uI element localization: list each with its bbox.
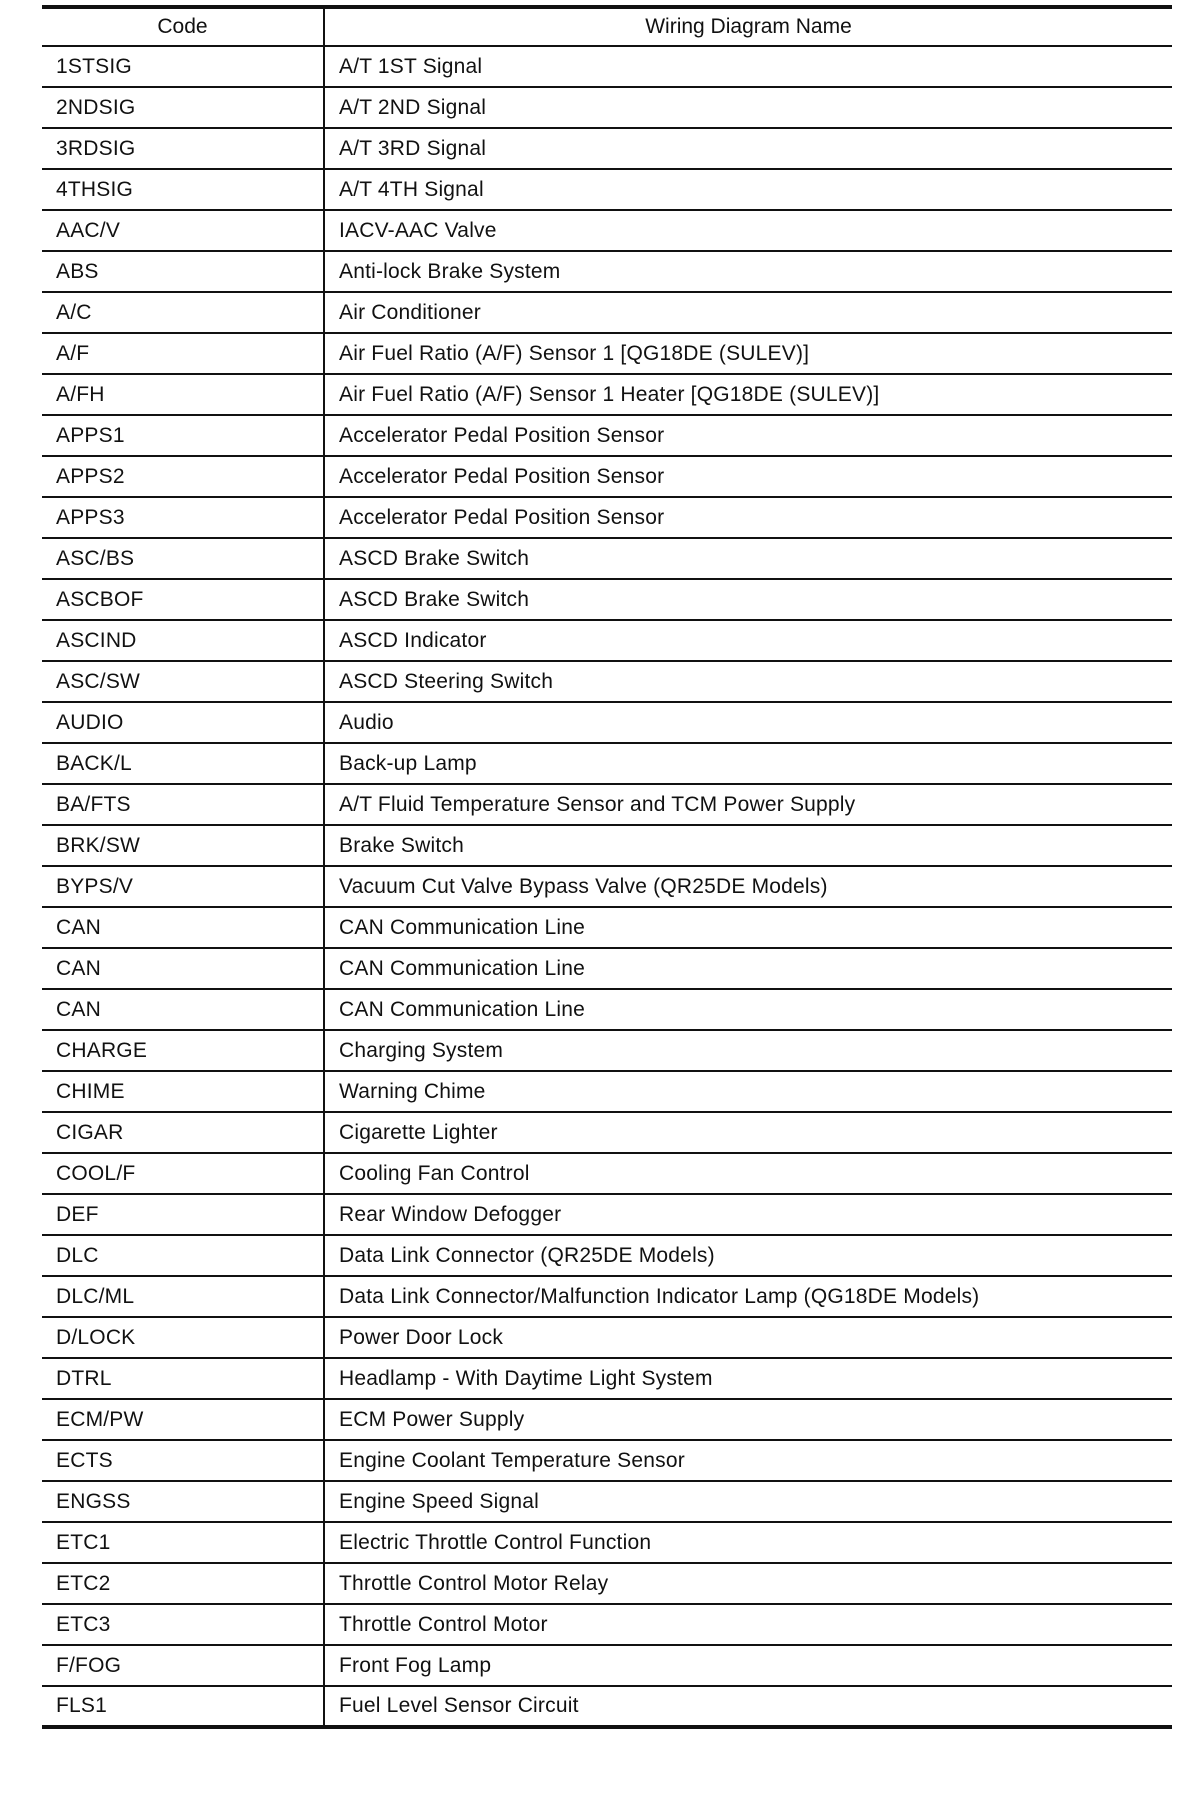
table-row xyxy=(42,456,1172,497)
code-cell: ABS xyxy=(42,251,324,292)
wiring-diagram-name-cell: Data Link Connector (QR25DE Models) xyxy=(339,1243,715,1267)
table-row xyxy=(42,948,1172,989)
table-row xyxy=(42,1563,1172,1604)
wiring-diagram-name-cell: Air Fuel Ratio (A/F) Sensor 1 [QG18DE (SULEV)] xyxy=(339,341,810,365)
wiring-diagram-name-cell: Data Link Connector/Malfunction Indicator Lamp (QG18DE Models) xyxy=(339,1284,980,1308)
wiring-diagram-name-cell: CAN Communication Line xyxy=(339,997,586,1021)
table-row xyxy=(42,1481,1172,1522)
code-cell: COOL/F xyxy=(42,1153,324,1194)
table-row xyxy=(42,907,1172,948)
wiring-diagram-name-cell: Vacuum Cut Valve Bypass Valve (QR25DE Models) xyxy=(339,874,828,898)
table-row xyxy=(42,1153,1172,1194)
code-cell: A/C xyxy=(42,292,324,333)
code-cell: 3RDSIG xyxy=(42,128,324,169)
table-row xyxy=(42,1522,1172,1563)
code-cell: ASC/SW xyxy=(42,661,324,702)
code-cell: ENGSS xyxy=(42,1481,324,1522)
wiring-diagram-name-cell: Fuel Level Sensor Circuit xyxy=(339,1694,579,1717)
code-cell: BYPS/V xyxy=(42,866,324,907)
wiring-diagram-name-cell: Throttle Control Motor Relay xyxy=(339,1571,609,1595)
wiring-diagram-name-cell: Cooling Fan Control xyxy=(339,1161,530,1185)
wiring-diagram-name-cell: ECM Power Supply xyxy=(339,1407,525,1431)
code-cell: 2NDSIG xyxy=(42,87,324,128)
table-row xyxy=(42,333,1172,374)
wiring-diagram-name-cell: A/T 3RD Signal xyxy=(339,136,487,160)
wiring-diagram-name-cell: Air Conditioner xyxy=(339,300,481,324)
code-cell: ASCIND xyxy=(42,620,324,661)
table-row xyxy=(42,1030,1172,1071)
wiring-diagram-name-cell: Engine Coolant Temperature Sensor xyxy=(339,1448,685,1472)
table-row xyxy=(42,1276,1172,1317)
wiring-diagram-name-cell: CAN Communication Line xyxy=(339,956,586,980)
wiring-diagram-name-cell: Cigarette Lighter xyxy=(339,1120,498,1144)
table-row xyxy=(42,1399,1172,1440)
code-cell: ETC3 xyxy=(42,1604,324,1645)
code-cell: 1STSIG xyxy=(42,46,324,87)
table-row xyxy=(42,1440,1172,1481)
wiring-diagram-name-cell: Accelerator Pedal Position Sensor xyxy=(339,464,665,488)
code-cell: ECTS xyxy=(42,1440,324,1481)
table-row xyxy=(42,497,1172,538)
table-row xyxy=(42,702,1172,743)
table-row xyxy=(42,46,1172,87)
table-row xyxy=(42,1071,1172,1112)
code-column-header: Code xyxy=(42,7,324,46)
code-cell: AAC/V xyxy=(42,210,324,251)
code-cell: ETC2 xyxy=(42,1563,324,1604)
wiring-diagram-name-cell: Engine Speed Signal xyxy=(339,1489,539,1513)
code-cell: AUDIO xyxy=(42,702,324,743)
table-row xyxy=(42,87,1172,128)
wiring-diagram-name-cell: Warning Chime xyxy=(339,1079,486,1103)
code-cell: APPS3 xyxy=(42,497,324,538)
header-row xyxy=(42,7,1172,46)
code-cell: DEF xyxy=(42,1194,324,1235)
table-row xyxy=(42,1235,1172,1276)
code-cell: DLC xyxy=(42,1235,324,1276)
table-row xyxy=(42,210,1172,251)
table-row xyxy=(42,1604,1172,1645)
code-cell: A/FH xyxy=(42,374,324,415)
wiring-diagram-name-cell: Accelerator Pedal Position Sensor xyxy=(339,505,665,529)
wiring-diagram-name-cell: Charging System xyxy=(339,1038,504,1062)
table-row xyxy=(42,1645,1172,1686)
wiring-diagram-name-cell: ASCD Brake Switch xyxy=(339,587,530,611)
code-cell: F/FOG xyxy=(42,1645,324,1686)
wiring-diagram-name-cell: A/T 1ST Signal xyxy=(339,54,483,78)
table-row xyxy=(42,1358,1172,1399)
document-page xyxy=(42,5,1172,1729)
code-cell: BACK/L xyxy=(42,743,324,784)
code-cell: 4THSIG xyxy=(42,169,324,210)
table-row xyxy=(42,415,1172,456)
code-cell: CIGAR xyxy=(42,1112,324,1153)
code-cell: ETC1 xyxy=(42,1522,324,1563)
code-cell: CHARGE xyxy=(42,1030,324,1071)
code-cell: D/LOCK xyxy=(42,1317,324,1358)
table-row xyxy=(42,251,1172,292)
wiring-diagram-name-cell: ASCD Steering Switch xyxy=(339,669,554,693)
code-cell: BA/FTS xyxy=(42,784,324,825)
wiring-diagram-name-cell: A/T 4TH Signal xyxy=(339,177,484,201)
code-cell: BRK/SW xyxy=(42,825,324,866)
wiring-diagram-name-cell: A/T 2ND Signal xyxy=(339,95,487,119)
wiring-diagram-name-cell: ASCD Indicator xyxy=(339,628,487,652)
code-cell: ASCBOF xyxy=(42,579,324,620)
code-cell: CAN xyxy=(42,989,324,1030)
code-cell: APPS2 xyxy=(42,456,324,497)
table-row xyxy=(42,128,1172,169)
wiring-diagram-name-cell: Power Door Lock xyxy=(339,1325,504,1349)
table-row xyxy=(42,374,1172,415)
wiring-diagram-name-cell: IACV-AAC Valve xyxy=(339,218,497,242)
table-row xyxy=(42,620,1172,661)
table-body xyxy=(42,46,1172,1727)
table-row xyxy=(42,1686,1172,1727)
wiring-diagram-name-cell: Electric Throttle Control Function xyxy=(339,1530,652,1554)
wiring-diagram-name-cell: Back-up Lamp xyxy=(339,751,477,775)
wiring-diagram-name-cell: Brake Switch xyxy=(339,833,464,857)
table-row xyxy=(42,292,1172,333)
code-cell: ECM/PW xyxy=(42,1399,324,1440)
table-row xyxy=(42,743,1172,784)
wiring-diagram-name-cell: A/T Fluid Temperature Sensor and TCM Power Supply xyxy=(339,792,856,816)
name-column-header: Wiring Diagram Name xyxy=(645,15,852,38)
table-header xyxy=(42,7,1172,46)
table-row xyxy=(42,1112,1172,1153)
wiring-diagram-name-cell: ASCD Brake Switch xyxy=(339,546,530,570)
wiring-diagram-name-cell: Anti-lock Brake System xyxy=(339,259,561,283)
table-row xyxy=(42,825,1172,866)
table-row xyxy=(42,661,1172,702)
table-row xyxy=(42,579,1172,620)
wiring-diagram-name-cell: Rear Window Defogger xyxy=(339,1202,562,1226)
code-cell: CHIME xyxy=(42,1071,324,1112)
table-row xyxy=(42,866,1172,907)
table-row xyxy=(42,989,1172,1030)
wiring-diagram-name-cell: Front Fog Lamp xyxy=(339,1653,492,1677)
table-row xyxy=(42,169,1172,210)
code-cell: FLS1 xyxy=(42,1686,324,1727)
wiring-diagram-name-cell: CAN Communication Line xyxy=(339,915,586,939)
wiring-diagram-name-cell: Air Fuel Ratio (A/F) Sensor 1 Heater [QG18DE (SULEV)] xyxy=(339,382,880,406)
table-row xyxy=(42,1317,1172,1358)
wiring-diagram-name-cell: Throttle Control Motor xyxy=(339,1612,548,1636)
code-cell: CAN xyxy=(42,948,324,989)
table-row xyxy=(42,1194,1172,1235)
code-cell: CAN xyxy=(42,907,324,948)
table-row xyxy=(42,538,1172,579)
table-row xyxy=(42,784,1172,825)
code-cell: APPS1 xyxy=(42,415,324,456)
wiring-diagram-name-cell: Audio xyxy=(339,710,394,734)
wiring-diagram-name-cell: Headlamp - With Daytime Light System xyxy=(339,1366,713,1390)
code-cell: A/F xyxy=(42,333,324,374)
wiring-diagram-code-table xyxy=(42,5,1172,1729)
code-cell: DTRL xyxy=(42,1358,324,1399)
code-cell: ASC/BS xyxy=(42,538,324,579)
wiring-diagram-name-cell: Accelerator Pedal Position Sensor xyxy=(339,423,665,447)
code-cell: DLC/ML xyxy=(42,1276,324,1317)
